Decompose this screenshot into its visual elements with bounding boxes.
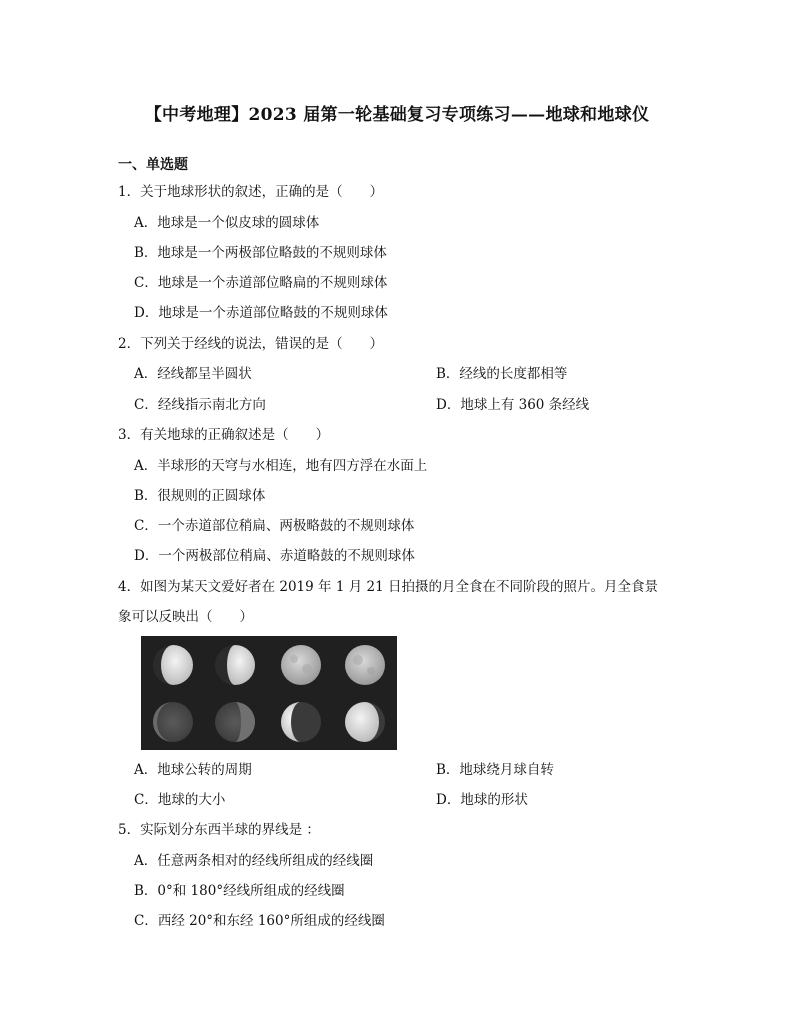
moon-phase-7 — [281, 702, 321, 742]
question-4-option-d: D．地球的形状 — [436, 792, 528, 808]
question-2-option-b: B．经线的长度都相等 — [436, 366, 568, 382]
moon-phase-1 — [153, 645, 193, 685]
section-heading: 一、单选题 — [118, 157, 188, 173]
question-5-option-b: B．0°和 180°经线所组成的经线圈 — [134, 883, 345, 899]
moon-phase-8 — [345, 702, 385, 742]
moon-phase-2 — [215, 645, 255, 685]
question-2-option-c: C．经线指示南北方向 — [134, 397, 266, 413]
question-5-stem: 5．实际划分东西半球的界线是 ： — [118, 822, 320, 838]
question-1-option-d: D．地球是一个赤道部位略鼓的不规则球体 — [134, 305, 388, 321]
moon-phase-4 — [345, 645, 385, 685]
question-5-option-c: C．西经 20°和东经 160°所组成的经线圈 — [134, 913, 385, 929]
question-4-stem-line-2: 象可以反映出（ ） — [118, 609, 253, 625]
question-1-option-c: C．地球是一个赤道部位略扁的不规则球体 — [134, 275, 388, 291]
question-4-option-a: A．地球公转的周期 — [134, 762, 252, 778]
question-4-option-c: C．地球的大小 — [134, 792, 226, 808]
moon-phase-5 — [153, 702, 193, 742]
page-title: 【中考地理】2023 届第一轮基础复习专项练习——地球和地球仪 — [144, 105, 650, 125]
question-2-option-a: A．经线都呈半圆状 — [134, 366, 252, 382]
question-4-stem-line-1: 4．如图为某天文爱好者在 2019 年 1 月 21 日拍摄的月全食在不同阶段的照片。月全食景 — [118, 579, 658, 595]
lunar-eclipse-photo — [141, 636, 397, 750]
question-3-option-a: A．半球形的天穹与水相连，地有四方浮在水面上 — [134, 458, 428, 474]
question-3-option-d: D．一个两极部位稍扁、赤道略鼓的不规则球体 — [134, 548, 415, 564]
moon-phase-6 — [215, 702, 255, 742]
question-1-stem: 1．关于地球形状的叙述，正确的是（ ） — [118, 184, 384, 200]
moon-phase-3 — [281, 645, 321, 685]
question-4-option-b: B．地球绕月球自转 — [436, 762, 554, 778]
question-1-option-a: A．地球是一个似皮球的圆球体 — [134, 215, 320, 231]
question-3-stem: 3．有关地球的正确叙述是（ ） — [118, 427, 330, 443]
question-2-stem: 2．下列关于经线的说法，错误的是（ ） — [118, 336, 384, 352]
question-3-option-c: C．一个赤道部位稍扁、两极略鼓的不规则球体 — [134, 518, 415, 534]
question-5-option-a: A．任意两条相对的经线所组成的经线圈 — [134, 853, 374, 869]
question-1-option-b: B．地球是一个两极部位略鼓的不规则球体 — [134, 245, 387, 261]
question-2-option-d: D．地球上有 360 条经线 — [436, 397, 590, 413]
question-3-option-b: B．很规则的正圆球体 — [134, 488, 266, 504]
